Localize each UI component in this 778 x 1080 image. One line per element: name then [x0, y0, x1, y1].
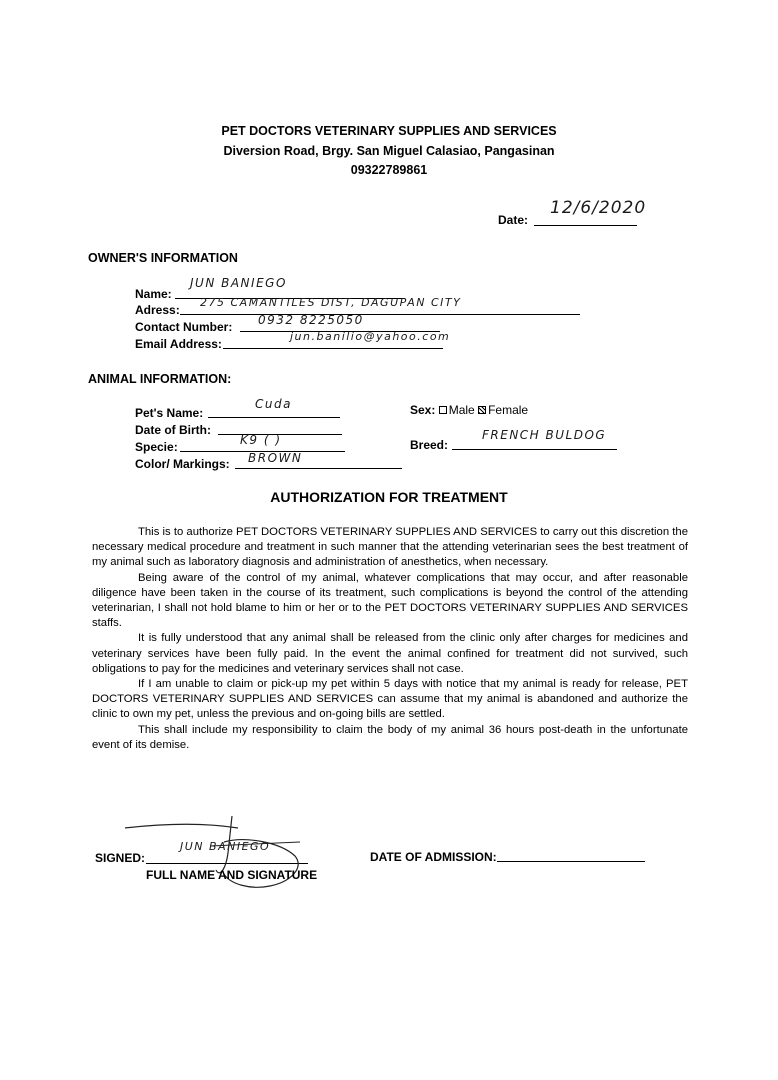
- owner-name-label: Name:: [135, 287, 172, 301]
- authorization-paragraph: This is to authorize PET DOCTORS VETERINARY SUPPLIES AND SERVICES to carry out this discretion the necessary medical procedure and treatment in such manner that the attending veterinarian sees the best treatment of my animal such as laboratory diagnosis and administration of anesthetics, when necessary.: [92, 526, 688, 569]
- sex-male-checkbox[interactable]: [439, 406, 447, 414]
- sex-female-label: Female: [488, 403, 529, 417]
- sex-label: Sex:: [410, 403, 436, 417]
- authorization-paragraph: It is fully understood that any animal shall be released from the clinic only after charges for medicines and veterinary services have been fully paid. In the event the animal confined for treatment did not survived, such obligations to pay for the medicines and veterinary services shall not case.: [92, 632, 688, 675]
- authorization-paragraph: This shall include my responsibility to claim the body of my animal 36 hours post-death in the unfortunate event of its demise.: [92, 723, 688, 751]
- breed-line: [452, 449, 617, 450]
- breed-value: FRENCH BULDOG: [482, 428, 607, 442]
- authorization-paragraph: Being aware of the control of my animal, whatever complications that may occur, and after reasonable diligence have been taken in the course of its treatment, such complications is beyond the control of the attending veterinarian, I shall not hold blame to him or her or to the PET DOCTORS VETERINARY SUPPLIES AND SERVICES staffs.: [92, 571, 688, 630]
- breed-label: Breed:: [410, 438, 449, 452]
- color-label: Color/ Markings:: [135, 457, 230, 471]
- signature-caption: FULL NAME AND SIGNATURE: [146, 868, 318, 882]
- owner-email-label: Email Address:: [135, 337, 222, 351]
- pet-name-label: Pet's Name:: [135, 406, 204, 420]
- business-address: Diversion Road, Brgy. San Miguel Calasiao, Pangasinan: [223, 144, 555, 158]
- signed-name-value: JUN BANIEGO: [180, 840, 271, 853]
- dob-label: Date of Birth:: [135, 423, 211, 437]
- admission-line: [497, 861, 645, 862]
- sex-male-label: Male: [448, 403, 475, 417]
- date-label: Date:: [498, 213, 529, 227]
- date-line: [534, 225, 637, 226]
- signed-label: SIGNED:: [95, 851, 146, 865]
- owner-address-value: 275 CAMANTILES DIST, DAGUPAN CITY: [200, 296, 462, 309]
- owner-contact-label: Contact Number:: [135, 320, 233, 334]
- species-label: Specie:: [135, 440, 178, 454]
- date-value: 12/6/2020: [550, 198, 647, 218]
- owner-email-line: [223, 348, 443, 349]
- sex-female-checkbox[interactable]: [478, 406, 486, 414]
- authorization-paragraph: If I am unable to claim or pick-up my pet within 5 days with notice that my animal is ready for release, PET DOCTORS VETERINARY SUPPLIES AND SERVICES can assume that my animal is abandoned and authorize the clinic to own my pet, unless the previous and on-going bills are settled.: [92, 678, 688, 721]
- authorization-text: [92, 525, 688, 753]
- pet-name-line: [208, 417, 340, 418]
- owner-email-value: jun.banilio@yahoo.com: [290, 330, 451, 343]
- signature-scribble: [120, 808, 320, 898]
- owner-section-title: OWNER'S INFORMATION: [88, 251, 238, 265]
- owner-address-label: Adress:: [135, 303, 180, 317]
- pet-name-value: Cuda: [255, 397, 292, 411]
- owner-address-line: [180, 314, 580, 315]
- species-value: K9 ( ): [240, 433, 282, 447]
- admission-label: DATE OF ADMISSION:: [370, 850, 497, 864]
- business-phone: 09322789861: [350, 163, 428, 177]
- color-value: BROWN: [248, 451, 303, 465]
- color-line: [235, 468, 402, 469]
- owner-contact-value: 0932 8225050: [258, 313, 364, 327]
- owner-name-value: JUN BANIEGO: [190, 276, 287, 290]
- sex-field: [410, 403, 528, 417]
- authorization-title: AUTHORIZATION FOR TREATMENT: [270, 489, 508, 505]
- animal-section-title: ANIMAL INFORMATION:: [88, 372, 232, 386]
- business-name: PET DOCTORS VETERINARY SUPPLIES AND SERVICES: [221, 124, 557, 138]
